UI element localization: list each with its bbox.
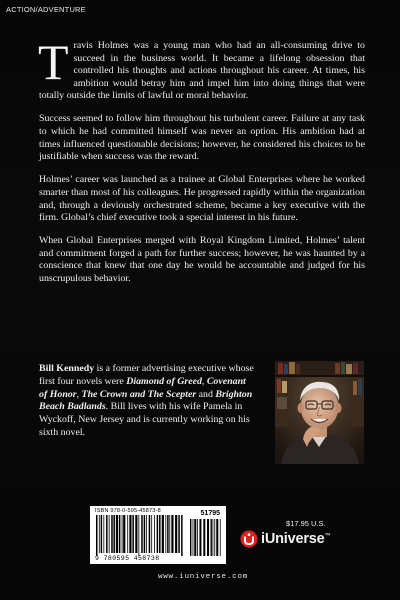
barcode-bar: [144, 515, 146, 553]
author-name: Bill Kennedy: [39, 363, 95, 374]
book-title: Brighton Beach Badlands: [39, 388, 253, 413]
barcode-bar: [119, 515, 121, 553]
barcode-bar: [159, 515, 161, 553]
trademark-symbol: ™: [324, 533, 331, 540]
barcode-bar: [122, 515, 123, 553]
isbn-digits: 9 780595 458738: [95, 555, 160, 562]
barcode-bar: [149, 515, 151, 553]
barcode-bar: [194, 519, 196, 556]
barcode-bar: [123, 515, 125, 553]
barcode-price-code: 51795: [200, 510, 220, 517]
separator: ,: [76, 388, 82, 400]
barcode-bar: [132, 515, 134, 553]
price-label: $17.95 U.S.: [286, 519, 326, 528]
barcode-bar: [169, 515, 170, 553]
blurb-paragraph-text: ravis Holmes was a young man who had an all-consuming drive to succeed in the business world. It became a lifelong obsession that controlled his thoughts and actions throughout his career. At times, his ambition would betray him and impel him into doing things that were totally outside the limits of lawful or moral behavior.: [39, 40, 365, 102]
barcode-bar: [96, 515, 98, 556]
isbn-text: ISBN 978-0-595-45873-8: [95, 508, 161, 514]
book-title: The Crown and The Scepter: [81, 388, 197, 400]
barcode-bar: [212, 519, 213, 556]
barcode-bar: [138, 515, 139, 556]
barcode-area: [90, 506, 226, 564]
barcode-bar: [167, 515, 169, 553]
barcode-bar: [193, 519, 194, 556]
barcode-bar: [157, 515, 159, 553]
author-photo: [275, 361, 364, 464]
barcode-bar: [154, 515, 155, 553]
barcode-bar: [103, 515, 104, 553]
barcode-bar: [165, 515, 166, 553]
barcode-bar: [109, 515, 110, 553]
barcode-bar: [99, 515, 100, 553]
barcode-bar: [178, 515, 180, 553]
iuniverse-logo-icon: [240, 530, 258, 548]
book-blurb: [38, 34, 365, 296]
genre-label: ACTION/ADVENTURE: [6, 5, 86, 14]
barcode-bar: [171, 515, 173, 553]
barcode-bar: [146, 515, 147, 553]
barcode-bar: [162, 515, 164, 553]
barcode-bar: [203, 519, 205, 556]
drop-cap: T: [38, 34, 69, 90]
barcode-bar: [210, 519, 211, 556]
barcode-bar: [129, 515, 131, 553]
barcode-bar: [106, 515, 108, 553]
blurb-paragraph: When Global Enterprises merged with Royal Kingdom Limited, Holmes’ talent and commitment forged a path for further success; however, he was haunted by a conscience that knew that one day he would be accountable and judged for his unscrupulous behavior.: [39, 235, 365, 284]
publisher-name: [261, 531, 330, 547]
barcode-bar: [116, 515, 118, 553]
barcode-bar: [135, 515, 137, 553]
barcode-bar: [111, 515, 113, 553]
barcode-bar: [127, 515, 128, 553]
book-title: Diamond of Greed: [126, 375, 202, 387]
author-bio: [39, 363, 254, 440]
author-bio-text: . Bill lives with his wife Pamela in Wyckoff, New Jersey and is currently working on his sixth novel.: [39, 401, 250, 438]
barcode-bar: [113, 515, 115, 553]
author-bio-text: is a former advertising executive whose first four novels were: [39, 363, 254, 387]
barcode-bar: [214, 519, 215, 556]
blurb-paragraph: [38, 34, 365, 103]
barcode-bar: [190, 519, 191, 556]
barcode-bar: [151, 515, 152, 553]
book-title: Covenant of Honor: [39, 375, 246, 400]
separator: ,: [201, 375, 207, 387]
barcode-bar: [141, 515, 143, 553]
barcode-bar: [216, 519, 218, 556]
separator: and: [196, 388, 216, 400]
publisher-name-text: iUniverse: [261, 531, 325, 547]
author-portrait-image: [275, 361, 364, 464]
barcode-bar: [207, 519, 209, 556]
barcode-bar: [181, 515, 183, 556]
barcode-bar: [175, 515, 177, 553]
barcode-bar: [197, 519, 198, 556]
blurb-paragraph: Success seemed to follow him throughout his turbulent career. Failure at any task to which he had committed himself was never an option. His ambition had at times influenced questionable decisions; however, he considered his choices to be justifiable when success was the reward.: [39, 113, 365, 163]
barcode-bar: [220, 519, 221, 556]
publisher-logo: [240, 530, 330, 548]
barcode-bar: [101, 515, 103, 553]
barcode-bar: [199, 519, 201, 556]
blurb-paragraph: Holmes’ career was launched as a trainee at Global Enterprises where he worked smarter than most of his colleagues. He progressed rapidly within the organization and, through a deviously orchestrated scheme, became a key executive with the firm. Global’s chief executive took a special interest in his future.: [39, 174, 365, 224]
website-url: www.iuniverse.com: [157, 573, 249, 581]
